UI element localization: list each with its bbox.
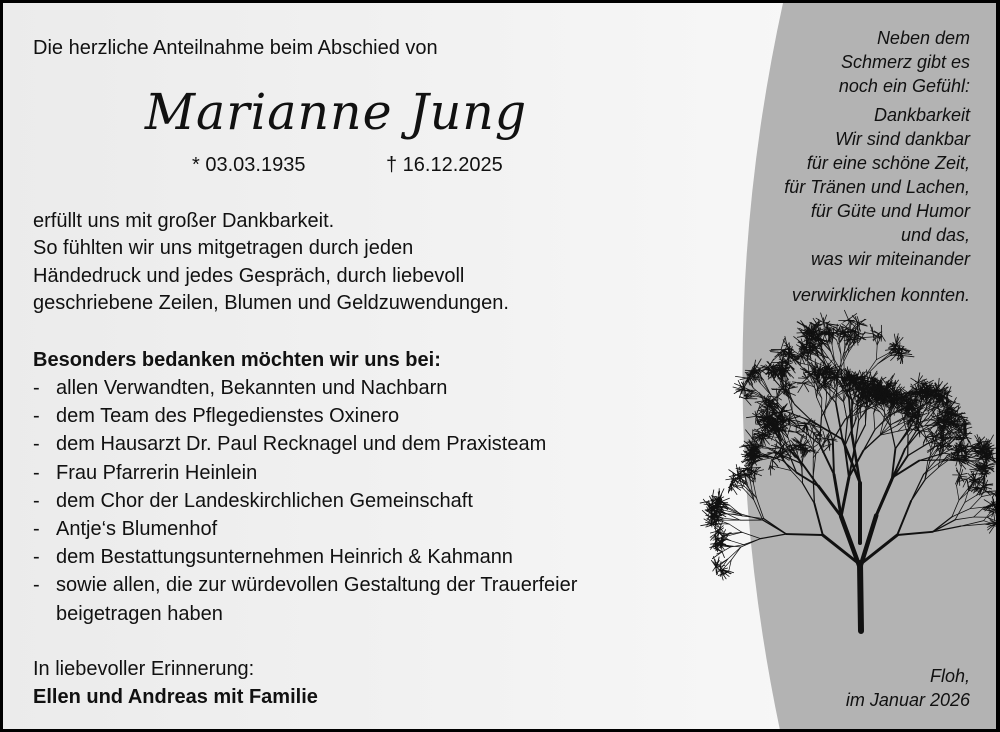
paragraph-line: So fühlten wir uns mitgetragen durch jeden xyxy=(33,237,414,259)
paragraph-line: geschriebene Zeilen, Blumen und Geldzuwendungen. xyxy=(33,292,509,314)
thanks-heading: Besonders bedanken möchten wir uns bei: xyxy=(33,349,441,371)
poem-line: noch ein Gefühl: xyxy=(838,76,970,96)
list-bullet: - xyxy=(33,574,40,597)
poem-line: und das, xyxy=(900,225,970,245)
list-item-continuation: beigetragen haben xyxy=(56,603,223,625)
list-item: dem Bestattungsunternehmen Heinrich & Kahmann xyxy=(56,546,513,569)
list-item: Frau Pfarrerin Heinlein xyxy=(56,461,258,484)
list-bullet: - xyxy=(33,433,40,456)
list-bullet: - xyxy=(33,405,40,428)
poem-line: für Güte und Humor xyxy=(810,201,970,221)
poem-line: Neben dem xyxy=(876,28,970,48)
closing-text: In liebevoller Erinnerung: xyxy=(33,658,255,680)
list-bullet: - xyxy=(33,518,40,540)
poem-line: für eine schöne Zeit, xyxy=(806,153,970,173)
paragraph-line: erfüllt uns mit großer Dankbarkeit. xyxy=(33,210,335,232)
list-item: Antje‘s Blumenhof xyxy=(56,518,218,540)
list-bullet: - xyxy=(33,489,40,512)
poem-line: Wir sind dankbar xyxy=(835,129,970,149)
poem-line: verwirklichen konnten. xyxy=(791,285,970,305)
poem-line: für Tränen und Lachen, xyxy=(784,177,970,197)
list-item: allen Verwandten, Bekannten und Nachbarn xyxy=(56,377,448,399)
date: im Januar 2026 xyxy=(845,690,970,710)
deceased-name: Marianne Jung xyxy=(144,83,528,141)
list-bullet: - xyxy=(33,461,40,484)
death-date: † 16.12.2025 xyxy=(386,154,503,176)
list-bullet: - xyxy=(33,377,40,399)
signature: Ellen und Andreas mit Familie xyxy=(33,686,318,708)
list-item: sowie allen, die zur würdevollen Gestaltung der Trauerfeier xyxy=(56,574,578,597)
poem-line: Schmerz gibt es xyxy=(840,52,970,72)
paragraph-line: Händedruck und jedes Gespräch, durch liebevoll xyxy=(33,265,465,287)
list-bullet: - xyxy=(33,546,40,569)
list-item: dem Team des Pflegedienstes Oxinero xyxy=(56,405,400,428)
list-item: dem Hausarzt Dr. Paul Recknagel und dem Praxisteam xyxy=(56,433,547,456)
birth-date: * 03.03.1935 xyxy=(192,154,306,176)
poem-line: Dankbarkeit xyxy=(873,105,970,125)
place: Floh, xyxy=(929,666,970,686)
poem-line: was wir miteinander xyxy=(810,249,970,269)
intro-text: Die herzliche Anteilnahme beim Abschied von xyxy=(33,37,438,59)
list-item: dem Chor der Landeskirchlichen Gemeinschaft xyxy=(56,489,473,512)
